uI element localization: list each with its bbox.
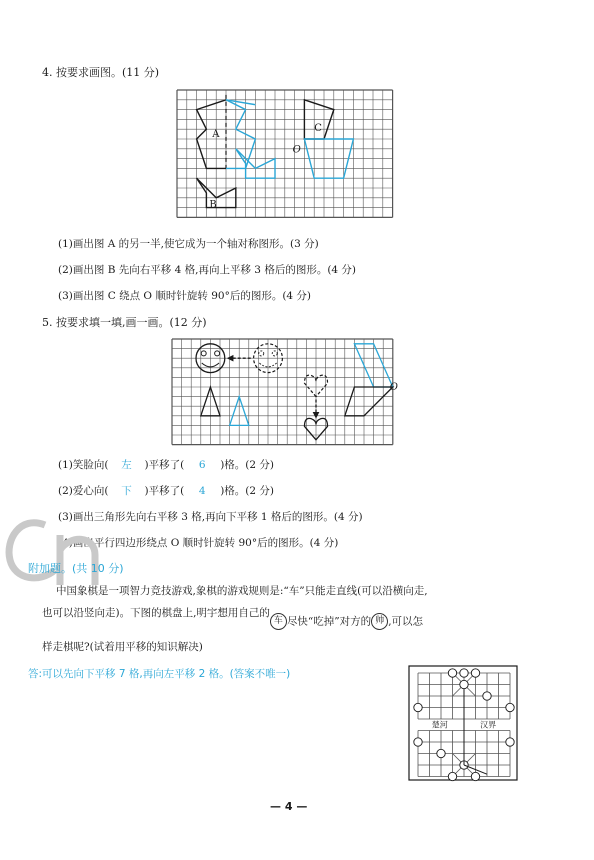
q5-sub2-post: )格。(2 分)	[220, 485, 274, 497]
q5-sub3: (3)画出三角形先向右平移 3 格,再向下平移 1 格后的图形。(4 分)	[58, 511, 363, 523]
chess-piece-icon	[460, 680, 468, 688]
chess-piece-icon	[414, 703, 422, 711]
smiley-eye	[201, 351, 206, 356]
q4-grid-figure	[175, 88, 395, 222]
chess-piece-icon	[506, 703, 514, 711]
chariot-piece-icon: 车	[270, 613, 287, 630]
label-o: O	[389, 381, 398, 393]
arrow-down-head	[313, 412, 320, 419]
smiley-original-eye	[272, 351, 277, 356]
chess-piece-icon	[471, 669, 479, 677]
chess-piece-icon	[448, 772, 456, 780]
chess-piece-icon	[414, 738, 422, 746]
smiley-original-eye	[259, 351, 264, 356]
chess-piece-icon	[448, 669, 456, 677]
q5-sub2-answer-steps: 4	[198, 485, 206, 497]
extra-p2: 也可以沿竖向走)。下图的棋盘上,明宇想用自己的	[42, 607, 270, 619]
chess-board-figure	[408, 665, 520, 783]
smiley-eye	[215, 351, 220, 356]
marshal-piece-icon: 帅	[371, 613, 388, 630]
extra-title: 附加题。(共 10 分)	[28, 562, 124, 575]
q5-sub2-answer-direction: 下	[121, 485, 132, 497]
extra-answer: 答:可以先向下平移 7 格,再向左平移 2 格。(答案不唯一)	[28, 668, 291, 680]
q4-sub3: (3)画出图 C 绕点 O 顺时针旋转 90°后的图形。(4 分)	[58, 290, 312, 302]
q5-grid-figure	[170, 337, 400, 447]
extra-paragraph	[42, 580, 562, 602]
q4-sub2: (2)画出图 B 先向右平移 4 格,再向上平移 3 格后的图形。(4 分)	[58, 264, 357, 276]
q5-sub2-pre: (2)爱心向(	[58, 485, 109, 497]
q5-sub1-answer-steps: 6	[198, 459, 206, 471]
label-c: C	[314, 123, 322, 135]
parallelogram	[345, 387, 393, 416]
extra-p4: ,可以怎	[388, 615, 424, 628]
river-left-label: 楚河	[431, 720, 448, 730]
extra-p1: 中国象棋是一项智力竞技游戏,象棋的游戏规则是:“车”只能走直线(可以沿横向走,	[56, 585, 428, 597]
chess-piece-icon	[471, 772, 479, 780]
q5-sub1	[58, 457, 274, 472]
river-right-label: 汉界	[480, 720, 497, 730]
q4-title: 4. 按要求画图。(11 分)	[42, 66, 160, 79]
label-b: B	[209, 199, 217, 211]
extra-p3: 尽快“吃掉”对方的	[286, 615, 372, 628]
chess-piece-icon	[437, 749, 445, 757]
q5-sub1-mid: )平移了(	[144, 459, 185, 471]
extra-line	[42, 613, 423, 630]
q5-sub4: (4)画出平行四边形绕点 O 顺时针旋转 90°后的图形。(4 分)	[58, 537, 339, 549]
q5-sub2	[58, 483, 274, 498]
q5-sub1-post: )格。(2 分)	[220, 459, 274, 471]
chess-piece-icon	[506, 738, 514, 746]
figure-a-mirror	[226, 100, 255, 169]
q5-sub1-pre: (1)笑脸向(	[58, 459, 109, 471]
q4-sub1: (1)画出图 A 的另一半,使它成为一个轴对称图形。(3 分)	[58, 238, 319, 250]
page-number: — 4 —	[270, 800, 308, 813]
chess-piece-icon	[483, 692, 491, 700]
q5-sub2-mid: )平移了(	[144, 485, 185, 497]
label-a: A	[212, 129, 220, 141]
q5-title: 5. 按要求填一填,画一画。(12 分)	[42, 316, 207, 329]
extra-p5: 样走棋呢?(试着用平移的知识解决)	[42, 641, 203, 653]
arrow-left-head	[227, 355, 234, 362]
label-o: O	[292, 144, 301, 156]
chess-piece-icon	[460, 669, 468, 677]
q5-sub1-answer-direction: 左	[121, 459, 132, 471]
